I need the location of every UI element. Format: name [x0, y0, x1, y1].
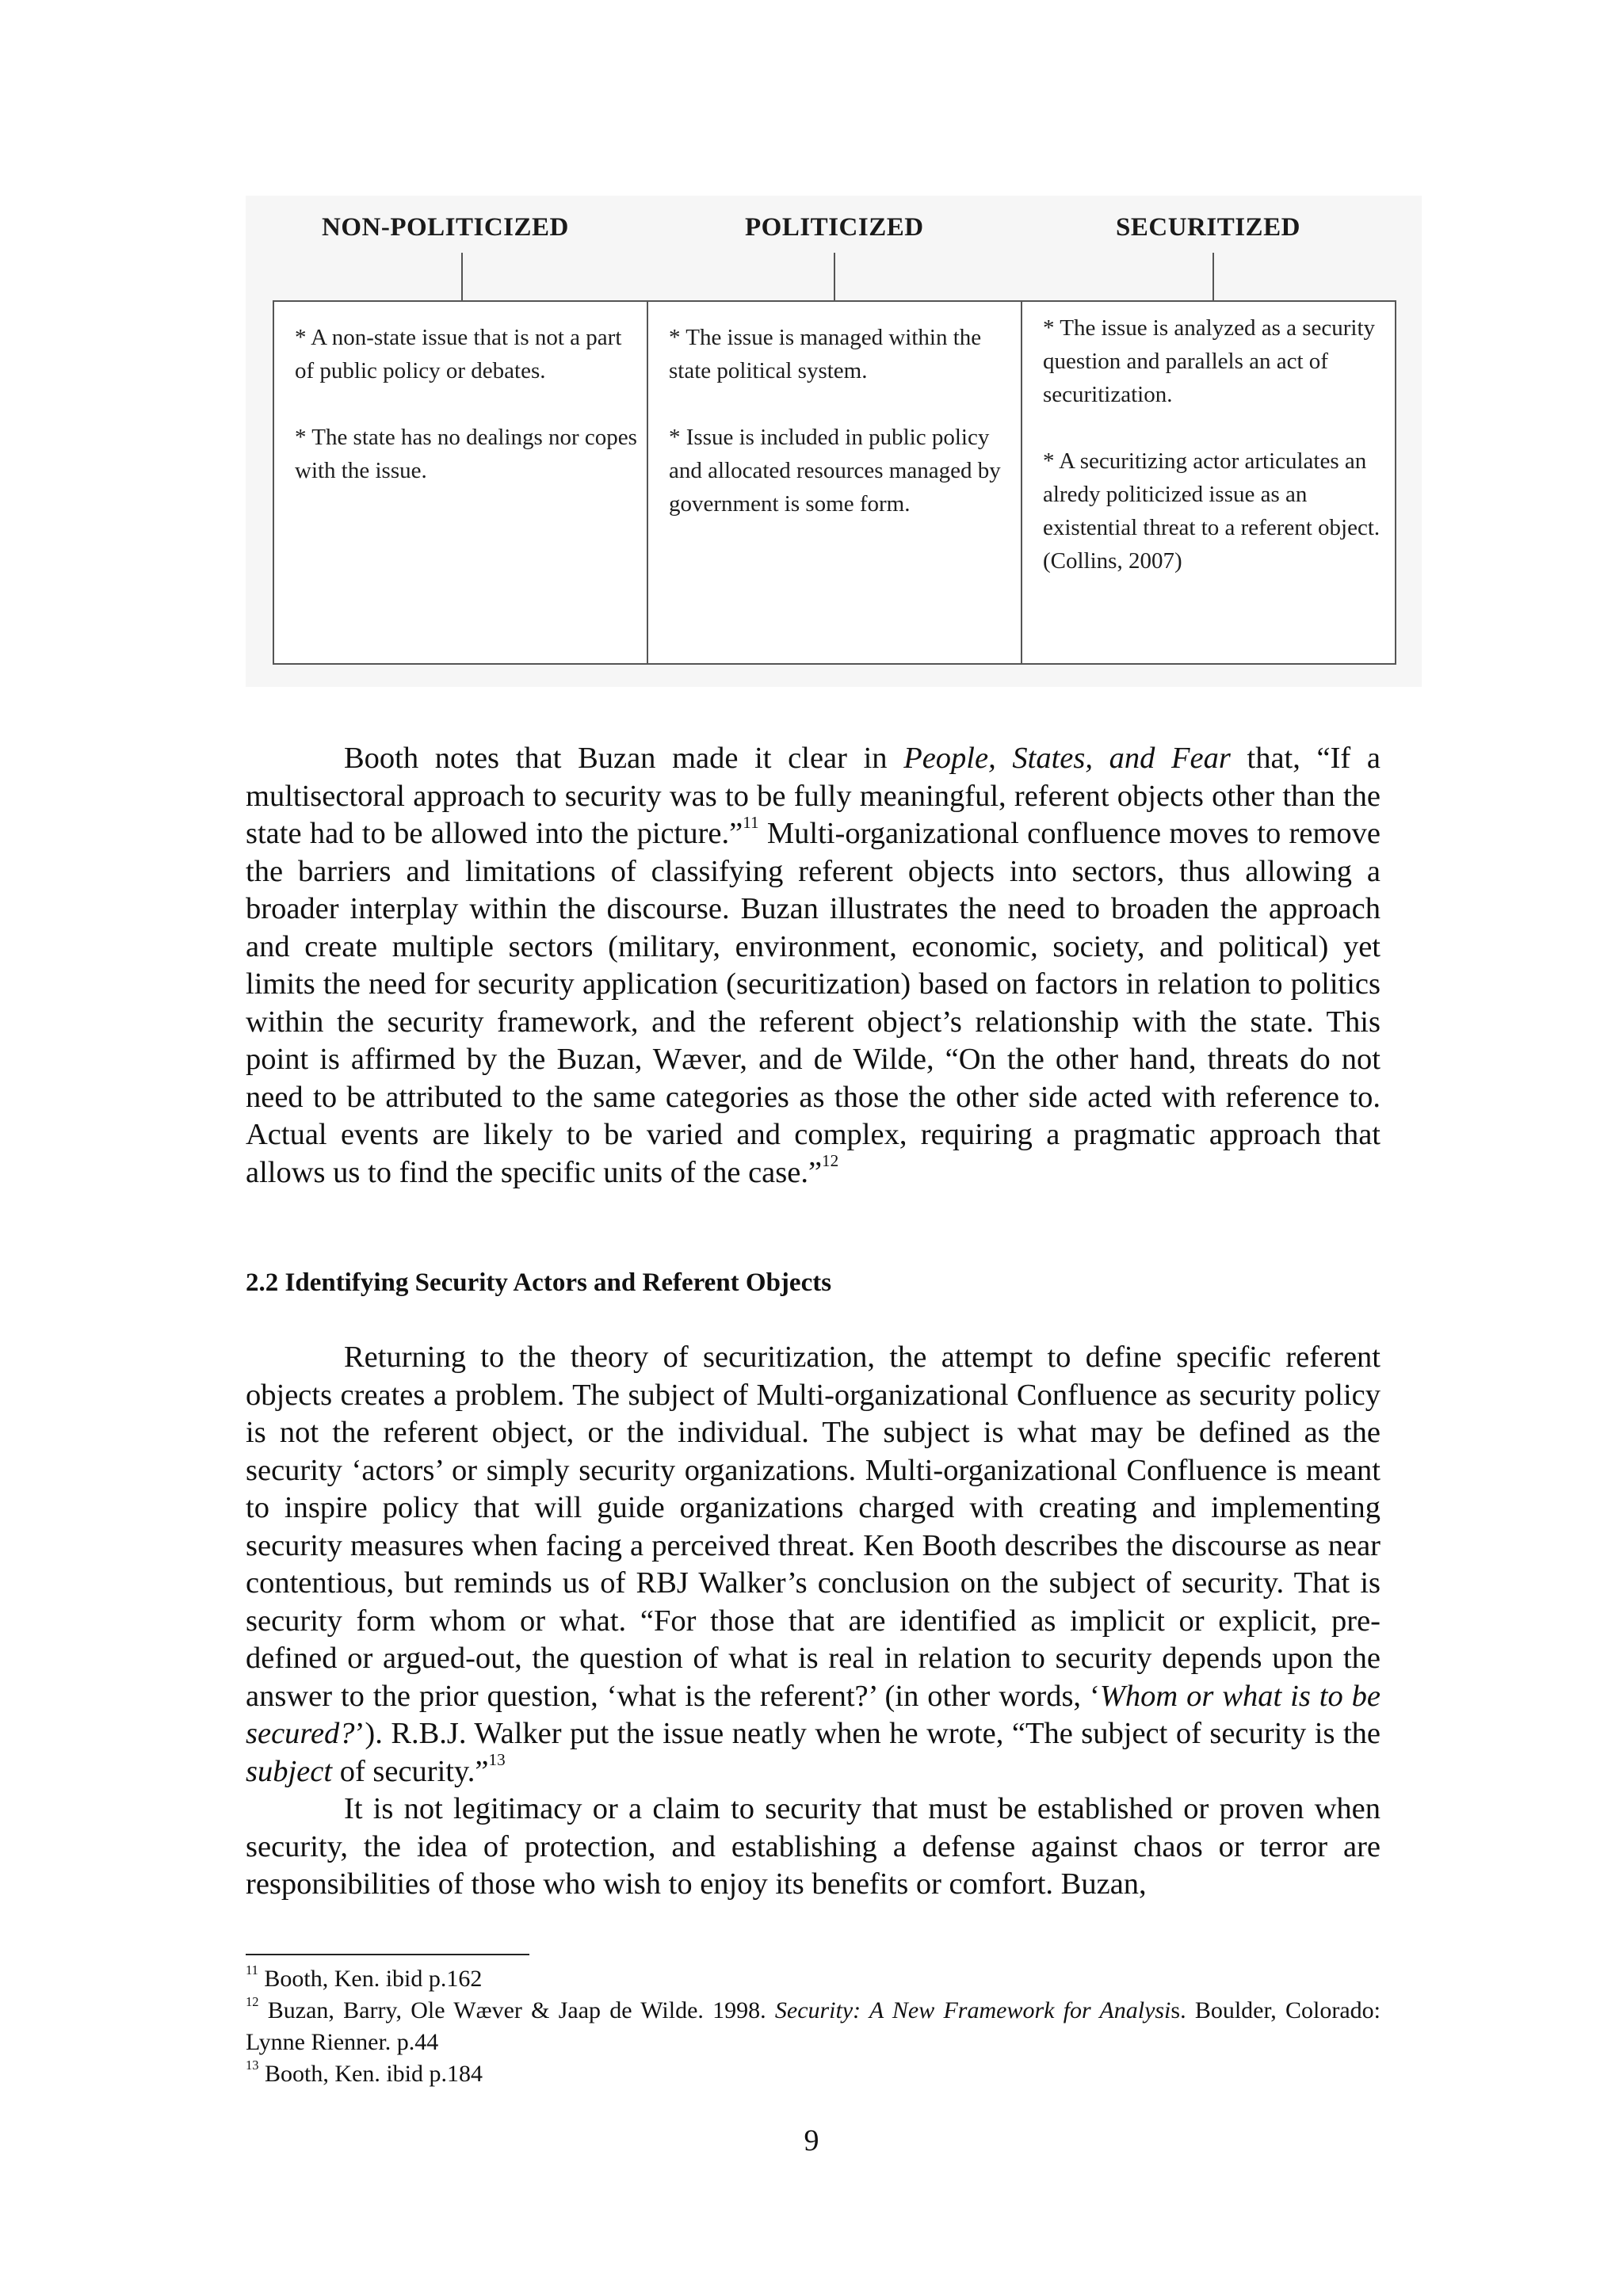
politicized-point-2: * Issue is included in public policy and allocated resources managed by government is some form. [669, 425, 1001, 517]
page-number: 9 [804, 2124, 819, 2157]
paragraph-securitization-theory [246, 1339, 1381, 1904]
paragraph-legitimacy: It is not legitimacy or a claim to security that must be established or proven when security, the idea of protection, and establishing a defense against chaos or terror are responsibilities of those who wish to enjoy its benefits or comfort. Buzan, [246, 1792, 1381, 1901]
politicized-box [647, 300, 1022, 665]
connector-line [1212, 253, 1214, 300]
para2-text-2: ’). R.B.J. Walker put the issue neatly when he wrote, “The subject of security is the [354, 1717, 1381, 1750]
para2-italic-subject: subject [246, 1754, 333, 1788]
connector-line [461, 253, 463, 300]
non-politicized-point-1: * A non-state issue that is not a part of public policy or debates. [295, 325, 622, 383]
footnote-ref-11: 11 [743, 812, 759, 832]
securitization-spectrum-diagram [246, 196, 1422, 687]
paragraph-booth-buzan [246, 740, 1381, 1192]
para1-text-2: that, “If a multisectoral approach to security was to be fully meaningful, referent objects other than the state had to be allowed into the picture.” [246, 742, 1381, 850]
non-politicized-point-2: * The state has no dealings nor copes with the issue. [295, 425, 637, 483]
section-heading: 2.2 Identifying Security Actors and Referent Objects [246, 1268, 832, 1297]
column-heading-securitized: SECURITIZED [1116, 213, 1300, 242]
non-politicized-box [273, 300, 648, 665]
securitized-point-1: * The issue is analyzed as a security question and parallels an act of securitization. [1043, 315, 1376, 407]
column-heading-politicized: POLITICIZED [745, 213, 924, 242]
book-title-people-states-fear: People, States, and Fear [903, 742, 1231, 775]
column-heading-non-politicized: NON-POLITICIZED [322, 213, 569, 242]
politicized-point-1: * The issue is managed within the state political system. [669, 325, 982, 383]
para1-text-1: Booth notes that Buzan made it clear in [344, 742, 904, 775]
securitized-box [1021, 300, 1396, 665]
para1-text-3: Multi-organizational confluence moves to remove the barriers and limitations of classifying referent objects into sectors, thus allowing a broader interplay within the discourse. Buzan illustrates the need to broaden the approach and create multiple sectors (military, environment, economic, society, and political) yet limits the need for security application (securitization) based on factors in relation to politics within the security framework, and the referent object’s relationship with the state. This point is affirmed by the Buzan, Wæver, and de Wilde, “On the other hand, threats do not need to be attributed to the same categories as those the other side acted with reference to. Actual events are likely to be varied and complex, requiring a pragmatic approach that allows us to find the specific units of the case.” [246, 817, 1381, 1189]
footnote-12: $^{12}$ Buzan, Barry, Ole Wæver & Jaap de Wilde. 1998. Security: A New Framework for Analysis. Boulder, Colorado: Lynne Rienner. p.44 [246, 1993, 1381, 2055]
para2-text-1: Returning to the theory of securitization, the attempt to define specific referent objects creates a problem. The subject of Multi-organizational Confluence as security policy is not the referent object, or the individual. The subject is what may be defined as the security ‘actors’ or simply security organizations. Multi-organizational Confluence is meant to inspire policy that will guide organizations charged with creating and implementing security measures when facing a perceived threat. Ken Booth describes the discourse as near contentious, but reminds us of RBJ Walker’s conclusion on the subject of security. That is security form whom or what. “For those that are identified as implicit or explicit, pre-defined or argued-out, the question of what is real in relation to security depends upon the answer to the prior question, ‘what is the referent?’ (in other words, ‘ [246, 1341, 1381, 1713]
footnotes [246, 1963, 1381, 2090]
footnote-separator [246, 1954, 529, 1955]
securitized-point-2: * A securitizing actor articulates an alredy politicized issue as an existential threat to a referent object. (Collins, 2007) [1043, 448, 1381, 574]
footnote-13: $^{13}$ Booth, Ken. ibid p.184 [246, 2057, 483, 2087]
connector-line [834, 253, 835, 300]
para2-italic-question: Whom or what is to be secured? [246, 1679, 1381, 1750]
footnote-11: $^{11}$ Booth, Ken. ibid p.162 [246, 1962, 483, 1992]
footnote-ref-13: 13 [488, 1750, 506, 1770]
para2-text-3: of security.” [332, 1754, 489, 1788]
footnote-ref-12: 12 [822, 1151, 839, 1171]
